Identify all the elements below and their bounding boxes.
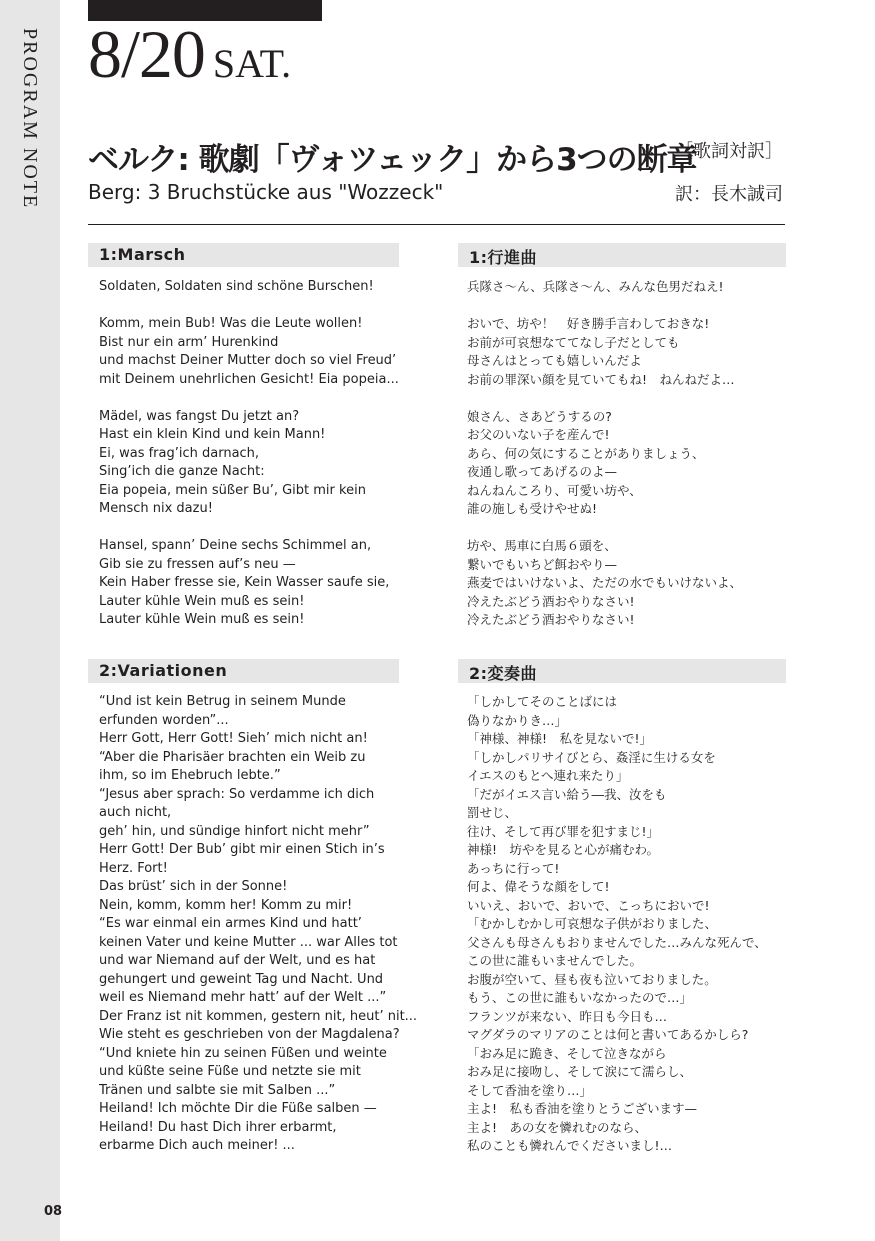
- lyric-line: Ei, was frag’ich darnach,: [99, 445, 260, 461]
- lyric-line: 「だがイエス言い給う―我、汝をも: [467, 786, 667, 802]
- lyric-line: Der Franz ist nit kommen, gestern nit, heut’ nit...: [99, 1008, 418, 1024]
- lyric-line: お父のいない子を産んで!: [467, 427, 610, 442]
- lyric-line: Lauter kühle Wein muß es sein!: [99, 593, 305, 609]
- title-english: Berg: 3 Bruchstücke aus "Wozzeck": [88, 180, 444, 204]
- lyric-line: weil es Niemand mehr hatt’ auf der Welt ...”: [99, 990, 387, 1005]
- lyric-line: 何よ、偉そうな顔をして!: [467, 879, 610, 894]
- page-number: 08: [44, 1204, 63, 1219]
- lyric-line: Das brüst’ sich in der Sonne!: [99, 879, 288, 894]
- section-heading-label: 1:行進曲: [469, 248, 538, 267]
- lyric-line: und war Niemand auf der Welt, und es hat: [99, 953, 376, 968]
- lyric-line: und machst Deiner Mutter doch so viel Freud’: [99, 353, 397, 368]
- lyric-line: 罰せじ、: [467, 805, 518, 820]
- lyric-line: 坊や、馬車に白馬６頭を、: [467, 538, 617, 553]
- section-heading-march-ja: [458, 243, 786, 267]
- section-heading-label: 2:変奏曲: [469, 664, 538, 683]
- lyric-line: Kein Haber fresse sie, Kein Wasser saufe sie,: [99, 575, 390, 590]
- lyric-line: Tränen und salbte sie mit Salben ...”: [99, 1082, 336, 1098]
- sidebar-label: PROGRAM NOTE: [19, 28, 41, 210]
- lyric-line: 主よ! 私も香油を塗りとうございます—: [467, 1101, 698, 1116]
- lyric-line: “Jesus aber sprach: So verdamme ich dich: [99, 786, 375, 802]
- lyric-line: ねんねんころり、可愛い坊や、: [467, 482, 642, 498]
- lyric-line: 偽りなかりき…」: [467, 712, 568, 728]
- lyric-line: そして香油を塗り…」: [467, 1082, 593, 1098]
- lyric-line: “Und kniete hin zu seinen Füßen und weinte: [99, 1045, 387, 1061]
- stanza-break: [99, 389, 399, 408]
- lyric-line: 誰の施しも受けやせぬ!: [467, 501, 598, 516]
- lyric-line: keinen Vater und keine Mutter ... war Alles tot: [99, 934, 398, 950]
- lyric-line: und küßte seine Füße und netzte sie mit: [99, 1064, 361, 1079]
- lyric-line: Herr Gott! Der Bub’ gibt mir einen Stich in’s: [99, 842, 385, 857]
- lyric-line: 「むかしむかし可哀想な子供がおりました、: [467, 916, 718, 931]
- stanza-break: [467, 297, 742, 316]
- lyric-line: Heiland! Du hast Dich ihrer erbarmt,: [99, 1119, 337, 1135]
- lyric-line: Heiland! Ich möchte Dir die Füße salben —: [99, 1101, 377, 1116]
- lyric-line: Mädel, was fangst Du jetzt an?: [99, 408, 300, 424]
- lyrics-translation-tag: ［歌詞対訳］: [675, 141, 783, 162]
- lyric-line: 冷えたぶどう酒おやりなさい!: [467, 612, 635, 627]
- lyric-line: あっちに行って!: [467, 860, 560, 876]
- lyric-line: あら、何の気にすることがありましょう、: [467, 445, 705, 461]
- lyrics-german-variationen: [99, 693, 417, 1156]
- section-heading-label: 1:Marsch: [99, 245, 186, 264]
- date-number: 8/20: [88, 16, 205, 92]
- lyric-line: 「しかしパリサイびとら、姦淫に生ける女を: [467, 749, 716, 765]
- divider: [88, 224, 785, 225]
- lyric-line: Mensch nix dazu!: [99, 501, 213, 516]
- sidebar: [0, 0, 63, 1241]
- lyric-line: 燕麦ではいけないよ、ただの水でもいけないよ、: [467, 575, 743, 590]
- lyric-line: Hast ein klein Kind und kein Mann!: [99, 427, 326, 442]
- lyric-line: 「おみ足に跪き、そして泣きながら: [467, 1045, 667, 1061]
- lyric-line: この世に誰もいませんでした。: [467, 953, 643, 968]
- lyric-line: お前の罪深い顔を見ていてもね! ねんねだよ…: [467, 371, 735, 387]
- lyric-line: Soldaten, Soldaten sind schöne Burschen!: [99, 279, 374, 294]
- lyric-line: お前が可哀想なててなし子だとしても: [467, 334, 680, 350]
- lyrics-german-marsch: [99, 278, 399, 630]
- lyric-line: Herz. Fort!: [99, 860, 168, 876]
- lyric-line: Sing’ich die ganze Nacht:: [99, 464, 265, 479]
- lyrics-japanese-variations: [467, 693, 767, 1156]
- lyric-line: イエスのもとへ連れ来たり」: [467, 768, 629, 783]
- lyric-line: erfunden worden”...: [99, 712, 229, 728]
- lyric-line: Komm, mein Bub! Was die Leute wollen!: [99, 316, 363, 331]
- lyric-line: マグダラのマリアのことは何と書いてあるかしら?: [467, 1027, 749, 1042]
- lyric-line: 夜通し歌ってあげるのよ—: [467, 464, 618, 479]
- lyric-line: お腹が空いて、昼も夜も泣いておりました。: [467, 971, 717, 987]
- lyric-line: geh’ hin, und sündige hinfort nicht mehr”: [99, 823, 370, 839]
- lyric-line: 主よ! あの女を憐れむのなら、: [467, 1119, 648, 1135]
- lyric-line: 繋いでもいちど餌おやり—: [467, 556, 618, 572]
- lyric-line: Gib sie zu fressen auf’s neu —: [99, 556, 296, 572]
- lyric-line: Bist nur ein arm’ Hurenkind: [99, 334, 279, 350]
- stanza-break: [467, 519, 742, 538]
- title-japanese: ベルク: 歌劇「ヴォツェック」から3つの断章: [88, 142, 697, 178]
- lyric-line: auch nicht,: [99, 805, 172, 820]
- date-day: SAT.: [212, 41, 292, 86]
- section-heading-variations-ja: [458, 659, 786, 683]
- lyric-line: Lauter kühle Wein muß es sein!: [99, 612, 305, 627]
- lyric-line: 神様! 坊やを見ると心が痛むわ。: [467, 842, 660, 857]
- lyric-line: “Und ist kein Betrug in seinem Munde: [99, 694, 346, 709]
- lyric-line: Hansel, spann’ Deine sechs Schimmel an,: [99, 538, 372, 553]
- lyric-line: おみ足に接吻し、そして涙にて濡らし、: [467, 1064, 693, 1079]
- lyric-line: もう、この世に誰もいなかったので…」: [467, 990, 693, 1005]
- lyric-line: 往け、そして再び罪を犯すまじ!」: [467, 823, 660, 839]
- lyric-line: 父さんも母さんもおりませんでした…みんな死んで、: [467, 934, 767, 950]
- lyric-line: 娘さん、さあどうするの?: [467, 408, 612, 424]
- lyric-line: ihm, so im Ehebruch lebte.”: [99, 768, 281, 783]
- lyric-line: erbarme Dich auch meiner! ...: [99, 1138, 295, 1153]
- stanza-break: [467, 389, 742, 408]
- lyric-line: Herr Gott, Herr Gott! Sieh’ mich nicht an!: [99, 731, 368, 746]
- lyric-line: 私のことも憐れんでくださいまし!…: [467, 1138, 673, 1153]
- lyric-line: “Es war einmal ein armes Kind und hatt’: [99, 916, 362, 931]
- lyric-line: フランツが来ない、昨日も今日も…: [467, 1008, 668, 1024]
- section-heading-variationen: [88, 659, 399, 683]
- stanza-break: [99, 519, 399, 538]
- lyric-line: Nein, komm, komm her! Komm zu mir!: [99, 897, 353, 913]
- lyric-line: mit Deinem unehrlichen Gesicht! Eia popeia...: [99, 371, 399, 387]
- section-heading-marsch: [88, 243, 399, 267]
- lyric-line: 冷えたぶどう酒おやりなさい!: [467, 593, 635, 609]
- lyric-line: 「しかしてそのことばには: [467, 694, 618, 709]
- lyric-line: gehungert und geweint Tag und Nacht. Und: [99, 971, 384, 987]
- stanza-break: [99, 297, 399, 316]
- section-heading-label: 2:Variationen: [99, 661, 228, 680]
- lyrics-japanese-march: [467, 278, 742, 630]
- lyric-line: 「神様、神様! 私を見ないで!」: [467, 731, 653, 746]
- lyric-line: いいえ、おいで、おいで、こっちにおいで!: [467, 897, 710, 913]
- lyric-line: Wie steht es geschrieben von der Magdalena?: [99, 1027, 400, 1042]
- concert-date: [88, 16, 292, 92]
- lyric-line: 兵隊さ～ん、兵隊さ～ん、みんな色男だねえ!: [467, 279, 724, 294]
- lyric-line: おいで、坊や！ 好き勝手言わしておきな!: [467, 316, 710, 331]
- lyric-line: “Aber die Pharisäer brachten ein Weib zu: [99, 749, 366, 765]
- lyric-line: 母さんはとっても嬉しいんだよ: [467, 353, 642, 368]
- lyric-line: Eia popeia, mein süßer Bu’, Gibt mir kein: [99, 482, 366, 498]
- translator-credit: 訳：長木誠司: [675, 184, 783, 205]
